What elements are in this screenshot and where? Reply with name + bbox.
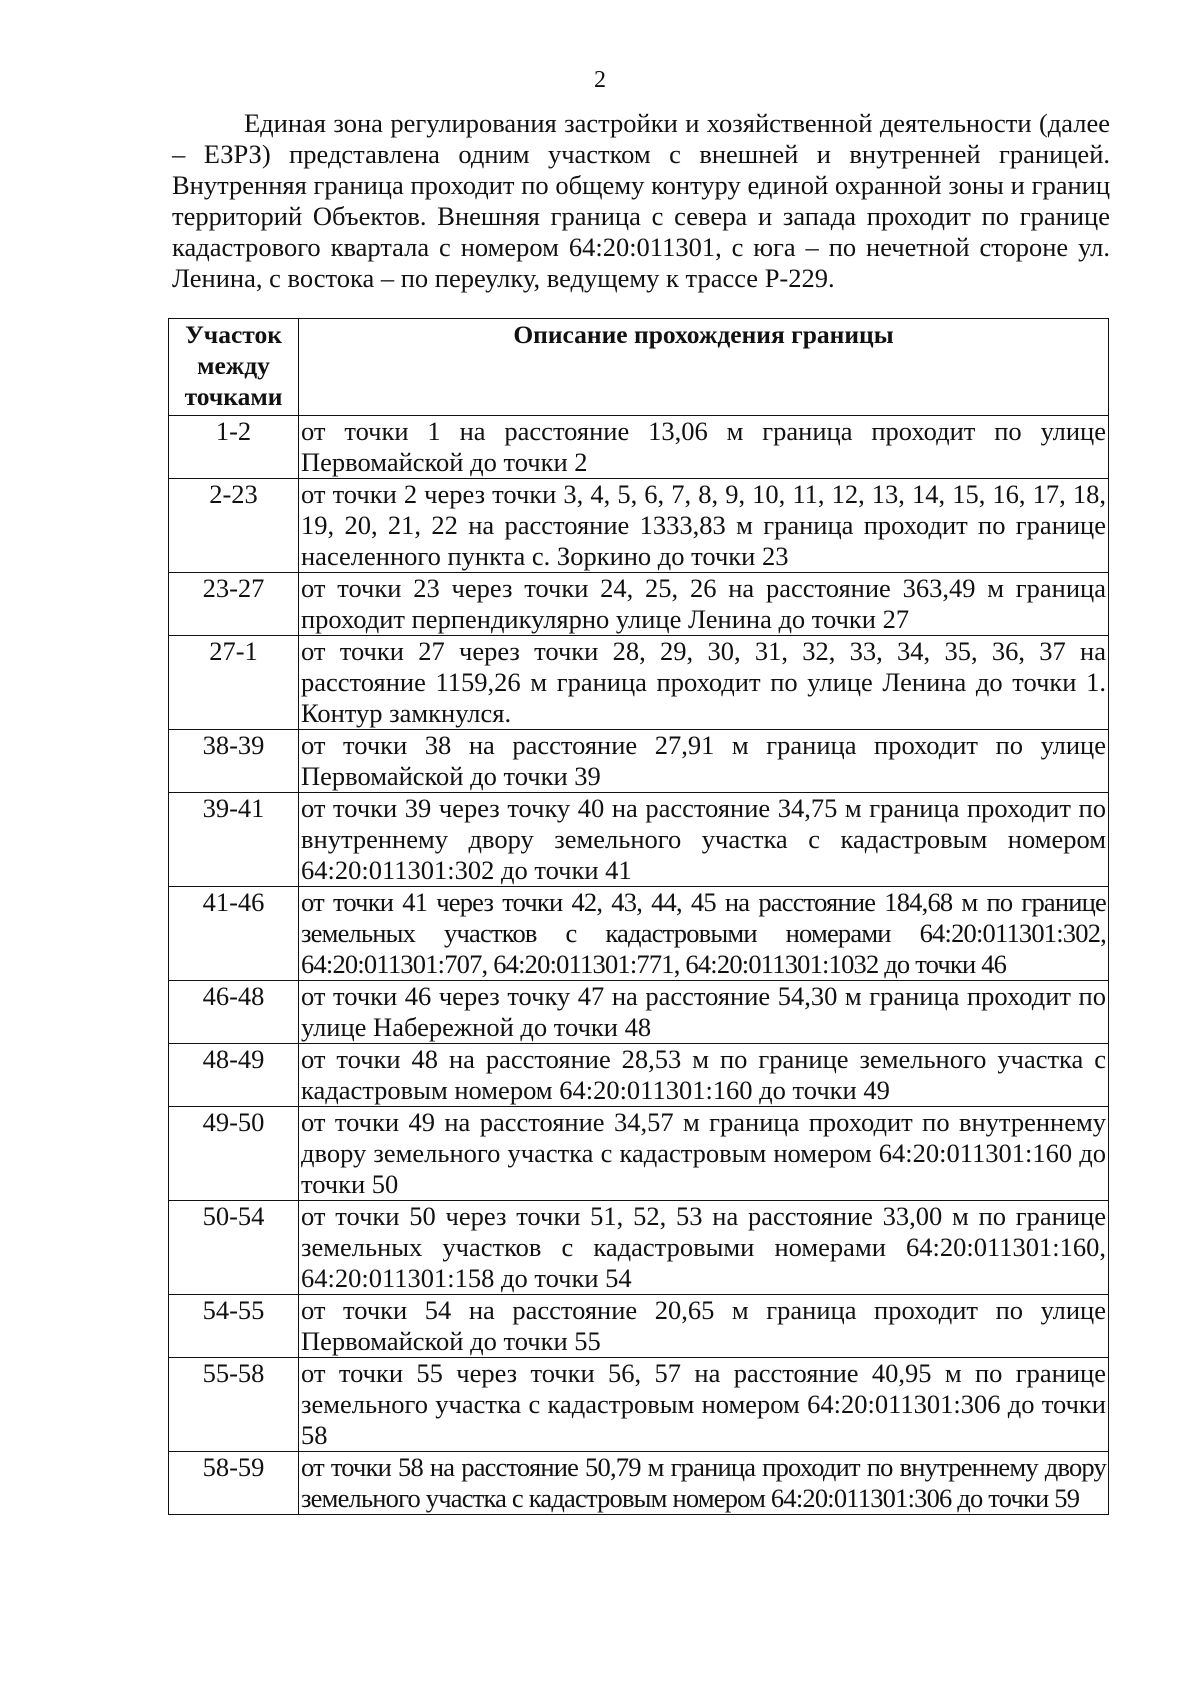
table-row <box>169 1044 1109 1107</box>
segment-cell: 27-1 <box>169 636 299 730</box>
description-cell: от точки 27 через точки 28, 29, 30, 31, 32, 33, 34, 35, 36, 37 на расстояние 1159,26 м граница проходит по улице Ленина до точки 1. Контур замкнулся. <box>299 636 1109 730</box>
description-cell: от точки 46 через точку 47 на расстояние 54,30 м граница проходит по улице Набережной до точки 48 <box>299 981 1109 1044</box>
description-cell: от точки 54 на расстояние 20,65 м граница проходит по улице Первомайской до точки 55 <box>299 1295 1109 1358</box>
description-cell: от точки 50 через точки 51, 52, 53 на расстояние 33,00 м по границе земельных участков с кадастровыми номерами 64:20:011301:160, 64:20:011301:158 до точки 54 <box>299 1201 1109 1295</box>
table-row <box>169 416 1109 479</box>
table-row <box>169 573 1109 636</box>
segment-cell: 49-50 <box>169 1107 299 1201</box>
table-row <box>169 730 1109 793</box>
table-row <box>169 1201 1109 1295</box>
segment-cell: 54-55 <box>169 1295 299 1358</box>
table-row <box>169 981 1109 1044</box>
description-cell: от точки 55 через точки 56, 57 на расстояние 40,95 м по границе земельного участка с кадастровым номером 64:20:011301:306 до точки 58 <box>299 1358 1109 1452</box>
table-header-row <box>169 319 1109 416</box>
segment-cell: 23-27 <box>169 573 299 636</box>
description-cell: от точки 41 через точки 42, 43, 44, 45 на расстояние 184,68 м по границе земельных участков с кадастровыми номерами 64:20:011301:302, 64:20:011301:707, 64:20:011301:771, 64:20:011301:1032 до точки 46 <box>299 887 1109 981</box>
header-description: Описание прохождения границы <box>299 319 1109 416</box>
table-row <box>169 479 1109 573</box>
table-row <box>169 1295 1109 1358</box>
intro-paragraph <box>172 108 1110 294</box>
segment-cell: 48-49 <box>169 1044 299 1107</box>
table-row <box>169 1358 1109 1452</box>
segment-cell: 50-54 <box>169 1201 299 1295</box>
header-segment: Участок между точками <box>169 319 299 416</box>
description-cell: от точки 23 через точки 24, 25, 26 на расстояние 363,49 м граница проходит перпендикулярно улице Ленина до точки 27 <box>299 573 1109 636</box>
description-cell: от точки 48 на расстояние 28,53 м по границе земельного участка с кадастровым номером 64:20:011301:160 до точки 49 <box>299 1044 1109 1107</box>
table-row <box>169 636 1109 730</box>
table-row <box>169 1452 1109 1515</box>
segment-cell: 38-39 <box>169 730 299 793</box>
description-cell: от точки 38 на расстояние 27,91 м граница проходит по улице Первомайской до точки 39 <box>299 730 1109 793</box>
page-number: 2 <box>594 67 606 93</box>
description-cell: от точки 2 через точки 3, 4, 5, 6, 7, 8, 9, 10, 11, 12, 13, 14, 15, 16, 17, 18, 19, 20, 21, 22 на расстояние 1333,83 м граница проходит по границе населенного пункта с. Зоркино до точки 23 <box>299 479 1109 573</box>
segment-cell: 1-2 <box>169 416 299 479</box>
description-cell: от точки 39 через точку 40 на расстояние 34,75 м граница проходит по внутреннему двору земельного участка с кадастровым номером 64:20:011301:302 до точки 41 <box>299 793 1109 887</box>
boundary-table <box>168 318 1109 1515</box>
description-cell: от точки 58 на расстояние 50,79 м граница проходит по внутреннему двору земельного участка с кадастровым номером 64:20:011301:306 до точки 59 <box>299 1452 1109 1515</box>
table-row <box>169 1107 1109 1201</box>
description-cell: от точки 49 на расстояние 34,57 м граница проходит по внутреннему двору земельного участка с кадастровым номером 64:20:011301:160 до точки 50 <box>299 1107 1109 1201</box>
table-row <box>169 793 1109 887</box>
segment-cell: 58-59 <box>169 1452 299 1515</box>
segment-cell: 55-58 <box>169 1358 299 1452</box>
segment-cell: 46-48 <box>169 981 299 1044</box>
intro-text: Единая зона регулирования застройки и хозяйственной деятельности (далее – ЕЗРЗ) представлена одним участком с внешней и внутренней границей. Внутренняя граница проходит по общему контуру единой охранной зоны и границ территорий Объектов. Внешняя граница с севера и запада проходит по границе кадастрового квартала с номером 64:20:011301, с юга – по нечетной стороне ул. Ленина, с востока – по переулку, ведущему к трассе Р-229. <box>172 108 1110 293</box>
segment-cell: 41-46 <box>169 887 299 981</box>
segment-cell: 2-23 <box>169 479 299 573</box>
segment-cell: 39-41 <box>169 793 299 887</box>
table-row <box>169 887 1109 981</box>
description-cell: от точки 1 на расстояние 13,06 м граница проходит по улице Первомайской до точки 2 <box>299 416 1109 479</box>
